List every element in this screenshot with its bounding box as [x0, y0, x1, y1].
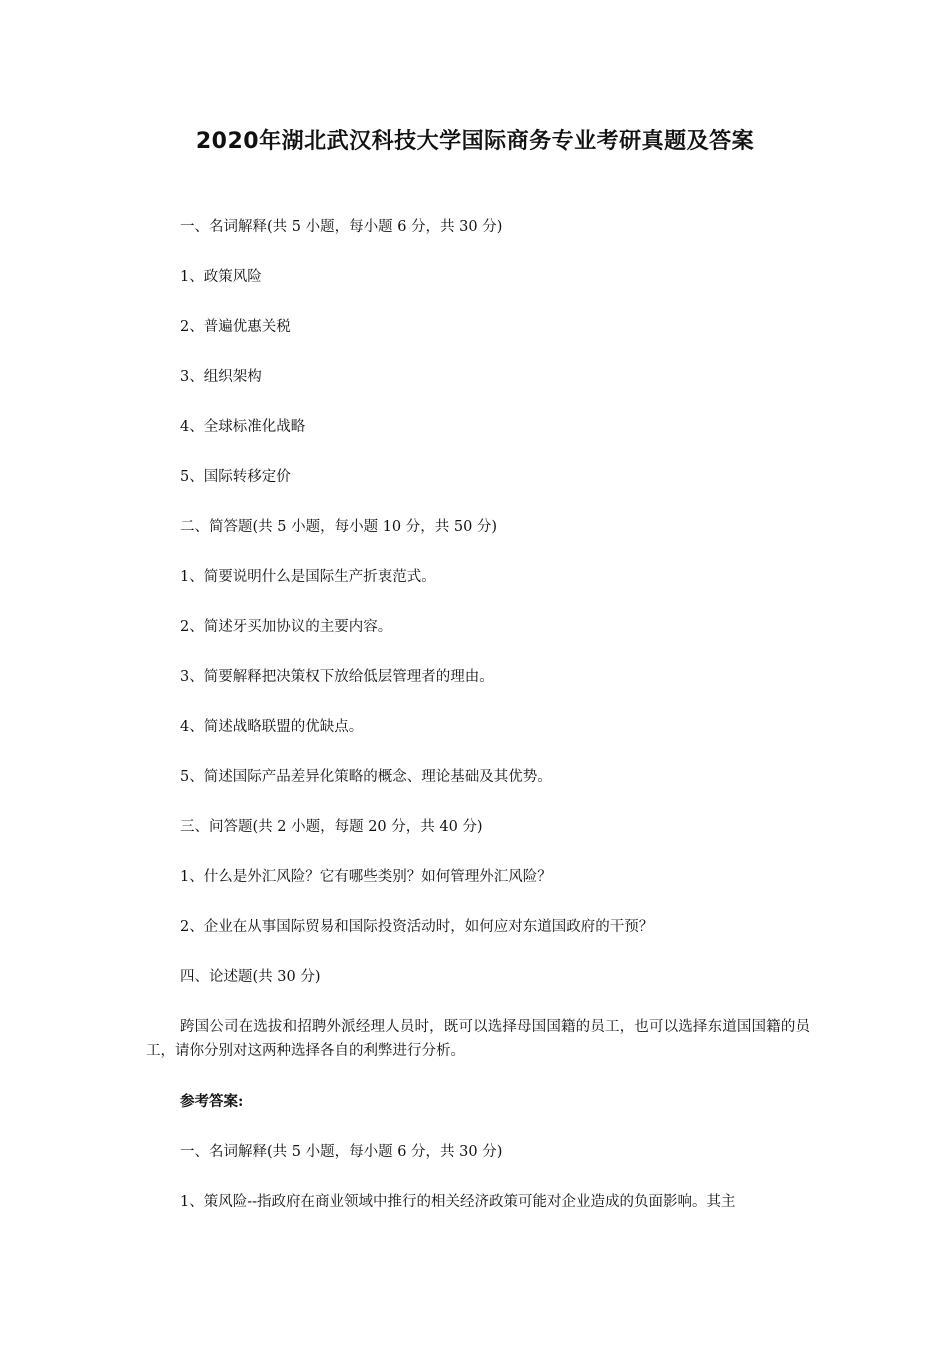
answers-heading: 参考答案: [180, 1093, 244, 1110]
section4-question: 跨国公司在选拔和招聘外派经理人员时，既可以选择母国国籍的员工，也可以选择东道国国籍的员工，请你分别对这两种选择各自的利弊进行分析。 [146, 1019, 810, 1059]
section2-item-4: 4、简述战略联盟的优缺点。 [180, 719, 364, 735]
section1-heading: 一、名词解释(共 5 小题，每小题 6 分，共 30 分) [180, 219, 503, 235]
section1-item-2: 2、普遍优惠关税 [180, 319, 291, 335]
document-title: 2020年湖北武汉科技大学国际商务专业考研真题及答案 [195, 129, 755, 154]
section2-item-2: 2、简述牙买加协议的主要内容。 [180, 619, 393, 635]
section1-item-1: 1、政策风险 [180, 269, 262, 285]
section2-item-1: 1、简要说明什么是国际生产折衷范式。 [180, 569, 436, 585]
section2-heading: 二、简答题(共 5 小题，每小题 10 分，共 50 分) [180, 519, 498, 535]
section3-item-2: 2、企业在从事国际贸易和国际投资活动时，如何应对东道国政府的干预？ [180, 919, 654, 935]
section2-item-3: 3、简要解释把决策权下放给低层管理者的理由。 [180, 669, 494, 685]
answer-1-text: 1、策风险--指政府在商业领域中推行的相关经济政策可能对企业造成的负面影响。其主 [180, 1194, 736, 1210]
section1-item-3: 3、组织架构 [180, 369, 262, 385]
section4-heading: 四、论述题(共 30 分) [180, 969, 321, 985]
section1-item-4: 4、全球标准化战略 [180, 419, 306, 435]
section3-item-1: 1、什么是外汇风险？它有哪些类别？如何管理外汇风险？ [180, 869, 552, 885]
section3-heading: 三、问答题(共 2 小题，每题 20 分，共 40 分) [180, 819, 483, 835]
section1-item-5: 5、国际转移定价 [180, 469, 291, 485]
section2-item-5: 5、简述国际产品差异化策略的概念、理论基础及其优势。 [180, 769, 552, 785]
answers-section1-heading: 一、名词解释(共 5 小题，每小题 6 分，共 30 分) [180, 1144, 503, 1160]
